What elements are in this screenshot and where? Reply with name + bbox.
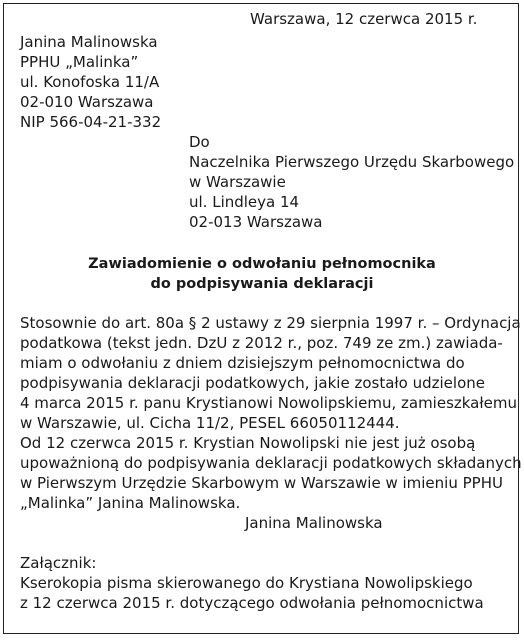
body-line: Stosownie do art. 80a § 2 ustawy z 29 sierpnia 1997 r. – Ordynacja [20,314,521,332]
sender-nip: NIP 566-04-21-332 [20,113,162,131]
recipient-city: 02-013 Warszawa [189,213,323,231]
body-line: podatkowa (tekst jedn. DzU z 2012 r., poz. 749 ze zm.) zawiada- [20,334,503,352]
body-line: w Pierwszym Urzędzie Skarbowym w Warszawie w imieniu PPHU [20,474,503,492]
title-line-2: do podpisywania deklaracji [150,276,374,292]
attachment-label: Załącznik: [20,554,97,572]
recipient-office-city: w Warszawie [189,173,286,191]
body-line: w Warszawie, ul. Cicha 11/2, PESEL 66050112444. [20,414,400,432]
body-line: miam o odwołaniu z dniem dzisiejszym pełnomocnictwa do [20,354,465,372]
date-line: Warszawa, 12 czerwca 2015 r. [250,10,478,28]
body-line: „Malinka” Janina Malinowska. [20,494,241,512]
body-line: podpisywania deklaracji podatkowych, jakie zostało udzielone [20,374,485,392]
recipient-street: ul. Lindleya 14 [189,193,300,211]
attachment-line-2: z 12 czerwca 2015 r. dotyczącego odwołania pełnomocnictwa [20,594,484,612]
recipient-office: Naczelnika Pierwszego Urzędu Skarbowego [189,153,515,171]
sender-company: PPHU „Malinka” [20,53,139,71]
sender-street: ul. Konofoska 11/A [20,73,160,91]
body-line: upoważnioną do podpisywania deklaracji podatkowych składanych [20,454,522,472]
recipient-to: Do [189,133,210,151]
signature: Janina Malinowska [245,514,383,532]
sender-name: Janina Malinowska [20,33,158,51]
attachment-line-1: Kserokopia pisma skierowanego do Krystiana Nowolipskiego [20,574,473,592]
title-line-1: Zawiadomienie o odwołaniu pełnomocnika [88,256,436,272]
body-line: Od 12 czerwca 2015 r. Krystian Nowolipski nie jest już osobą [20,434,476,452]
body-line: 4 marca 2015 r. panu Krystianowi Nowolipskiemu, zamieszkałemu [20,394,517,412]
sender-city: 02-010 Warszawa [20,93,154,111]
